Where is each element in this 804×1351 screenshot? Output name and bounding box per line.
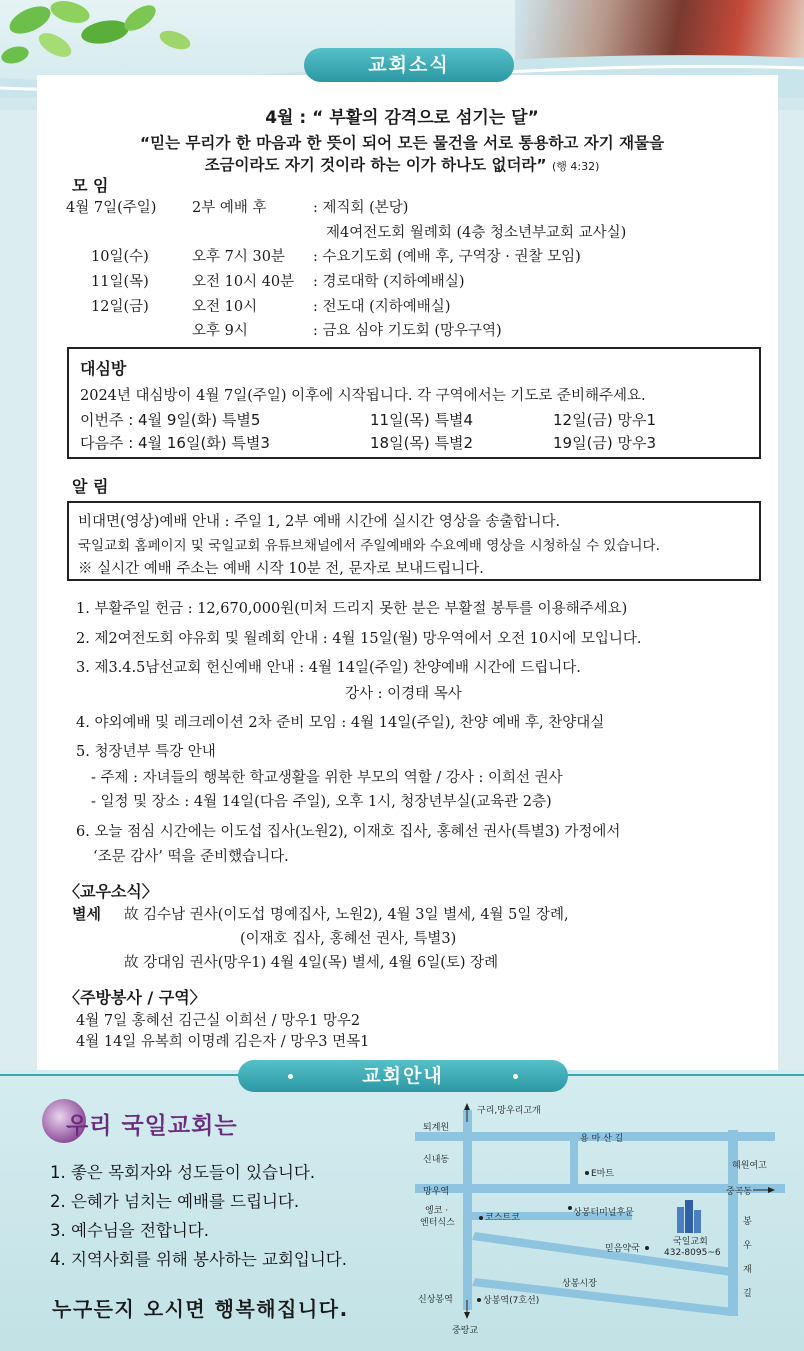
map-label: E마트 [591, 1169, 615, 1179]
kitchen-line: 4월 7일 홍혜선 김근실 이희선 / 망우1 망우2 [76, 1013, 361, 1029]
map-label: 믿음약국 [605, 1244, 640, 1254]
map-label: 망우역 [423, 1187, 450, 1197]
dot-icon [288, 1074, 293, 1079]
obituary-label: 별세 [72, 905, 101, 923]
road-bongujae [728, 1130, 738, 1316]
notice-item-cont: ‘조문 감사’ 떡을 준비했습니다. [93, 849, 289, 865]
guide-heading: 우리 국일교회는 [66, 1113, 238, 1139]
map-label: 신상봉역 [418, 1295, 453, 1305]
map-label: 코스트코 [485, 1213, 520, 1223]
map-label: 재 [743, 1265, 752, 1275]
map-label: 엔터식스 [420, 1218, 455, 1228]
meeting-date: 10일(수) [91, 249, 149, 265]
map-label: 길 [743, 1289, 752, 1299]
meeting-date: 4월 7일(주일) [66, 200, 157, 216]
church-location-map [415, 1100, 795, 1345]
verse-line-1: “믿는 무리가 한 마음과 한 뜻이 되어 모든 물건을 서로 통용하고 자기 재물을 [139, 134, 665, 152]
map-label: 중랑교 [452, 1326, 479, 1336]
meeting-date: 12일(금) [91, 299, 149, 315]
map-label: 용 마 산 길 [580, 1134, 624, 1144]
meeting-desc: 제4여전도회 월례회 (4층 청소년부교회 교사실) [326, 225, 627, 241]
map-label: 봉 [743, 1217, 752, 1227]
meeting-desc: : 수요기도회 (예배 후, 구역장 · 권찰 모임) [313, 249, 581, 265]
meeting-time: 오전 10시 [192, 299, 258, 315]
welcome-text: 누구든지 오시면 행복해집니다. [52, 1297, 349, 1321]
guide-item: 3. 예수님을 전합니다. [50, 1221, 209, 1240]
visitation-week-day: 11일(목) 특별4 [370, 411, 474, 429]
members-news-heading: 〈교우소식〉 [64, 882, 158, 901]
guide-item: 1. 좋은 목회자와 성도들이 있습니다. [50, 1163, 316, 1182]
notice-subitem: - 주제 : 자녀들의 행복한 학교생활을 위한 부모의 역할 / 강사 : 이희선 권사 [91, 770, 563, 786]
church-news-title: 교회소식 [304, 48, 514, 82]
meeting-desc: : 금요 심야 기도회 (망우구역) [313, 323, 502, 339]
visitation-week-label: 다음주 : 4월 16일(화) 특별3 [80, 434, 270, 452]
notice-speaker: 강사 : 이경태 목사 [345, 686, 462, 702]
meeting-time: 오전 10시 40분 [192, 274, 295, 290]
month-theme: 4월 : “ 부활의 감격으로 섬기는 달” [265, 108, 539, 128]
kitchen-heading: 〈주방봉사 / 구역〉 [64, 988, 206, 1007]
online-notice-line: 국일교회 홈페이지 및 국일교회 유튜브채널에서 주일예배와 수요예배 영상을 시청하실 수 있습니다. [78, 538, 660, 554]
map-label: 퇴계원 [423, 1123, 450, 1133]
guide-item: 4. 지역사회를 위해 봉사하는 교회입니다. [50, 1250, 347, 1269]
notice-item: 3. 제3.4.5남선교회 헌신예배 안내 : 4월 14일(주일) 찬양예배 시간에 드립니다. [76, 660, 581, 676]
church-guide-title: 교회안내 [238, 1060, 568, 1092]
kitchen-line: 4월 14일 유복희 이명례 김은자 / 망우3 면목1 [76, 1034, 370, 1050]
map-label: 우 [743, 1241, 752, 1251]
map-label: 상봉시장 [562, 1279, 597, 1289]
map-label: 신내동 [423, 1155, 450, 1165]
obituary-line: (이재호 집사, 홍혜선 권사, 특별3) [240, 931, 457, 947]
meeting-date: 11일(목) [91, 274, 149, 290]
verse-reference: (행 4:32) [552, 160, 600, 173]
visitation-week-day: 12일(금) 망우1 [553, 411, 657, 429]
visitation-week-day: 18일(목) 특별2 [370, 434, 474, 452]
notice-item: 6. 오늘 점심 시간에는 이도섭 집사(노원2), 이재호 집사, 홍혜선 권사(특별3) 가정에서 [76, 824, 621, 840]
visitation-week-day: 19일(금) 망우3 [553, 434, 657, 452]
road-emart [570, 1141, 578, 1184]
visitation-heading: 대심방 [80, 359, 127, 378]
meeting-desc: : 전도대 (지하예배실) [313, 299, 451, 315]
road-west [463, 1110, 472, 1310]
map-label: 구리,망우리고개 [477, 1106, 541, 1116]
obituary-line: 故 강대임 권사(망우1) 4월 4일(목) 별세, 4월 6일(토) 장례 [124, 955, 499, 971]
dot-icon [513, 1074, 518, 1079]
online-notice-line: ※ 실시간 예배 주소는 예배 시작 10분 전, 문자로 보내드립니다. [78, 561, 484, 577]
obituary-line: 故 김수남 권사(이도섭 명예집사, 노원2), 4월 3일 별세, 4월 5일 장례, [124, 907, 569, 923]
meeting-desc: : 제직회 (본당) [313, 200, 409, 216]
visitation-intro: 2024년 대심방이 4월 7일(주일) 이후에 시작됩니다. 각 구역에서는 기도로 준비해주세요. [80, 388, 646, 404]
map-label: 상봉역(7호선) [483, 1296, 540, 1306]
map-label: 혜원여고 [732, 1161, 767, 1171]
map-label: 엥코 · [425, 1206, 449, 1216]
meeting-desc: : 경로대학 (지하예배실) [313, 274, 465, 290]
map-label: 상봉터미널후문 [573, 1208, 634, 1218]
map-label: 중곡동 [726, 1187, 753, 1197]
meeting-time: 오후 7시 30분 [192, 249, 285, 265]
notice-item: 1. 부활주일 헌금 : 12,670,000원(미처 드리지 못한 분은 부활절 봉투를 이용해주세요) [76, 601, 628, 617]
meeting-time: 2부 예배 후 [192, 200, 267, 216]
church-building-icon [677, 1200, 701, 1233]
notice-subitem: - 일정 및 장소 : 4월 14일(다음 주일), 오후 1시, 청장년부실(교육관 2층) [91, 794, 552, 810]
notice-item: 5. 청장년부 특강 안내 [76, 744, 216, 760]
notice-item: 4. 야외예배 및 레크레이션 2차 준비 모임 : 4월 14일(주일), 찬양 예배 후, 찬양대실 [76, 715, 605, 731]
meetings-heading: 모 임 [72, 176, 109, 195]
meeting-time: 오후 9시 [192, 323, 248, 339]
notice-item: 2. 제2여전도회 야유회 및 월례회 안내 : 4월 15일(월) 망우역에서 오전 10시에 모입니다. [76, 631, 642, 647]
visitation-week-label: 이번주 : 4월 9일(화) 특별5 [80, 411, 261, 429]
verse-line-2: 조금이라도 자기 것이라 하는 이가 하나도 없더라” (행 4:32) [204, 156, 600, 174]
online-notice-line: 비대면(영상)예배 안내 : 주일 1, 2부 예배 시간에 실시간 영상을 송출합니다. [78, 514, 561, 530]
guide-item: 2. 은혜가 넘치는 예배를 드립니다. [50, 1192, 300, 1211]
map-label: 432-8095~6 [664, 1248, 721, 1258]
notices-heading: 알 림 [72, 477, 109, 496]
map-label: 국일교회 [673, 1237, 708, 1247]
